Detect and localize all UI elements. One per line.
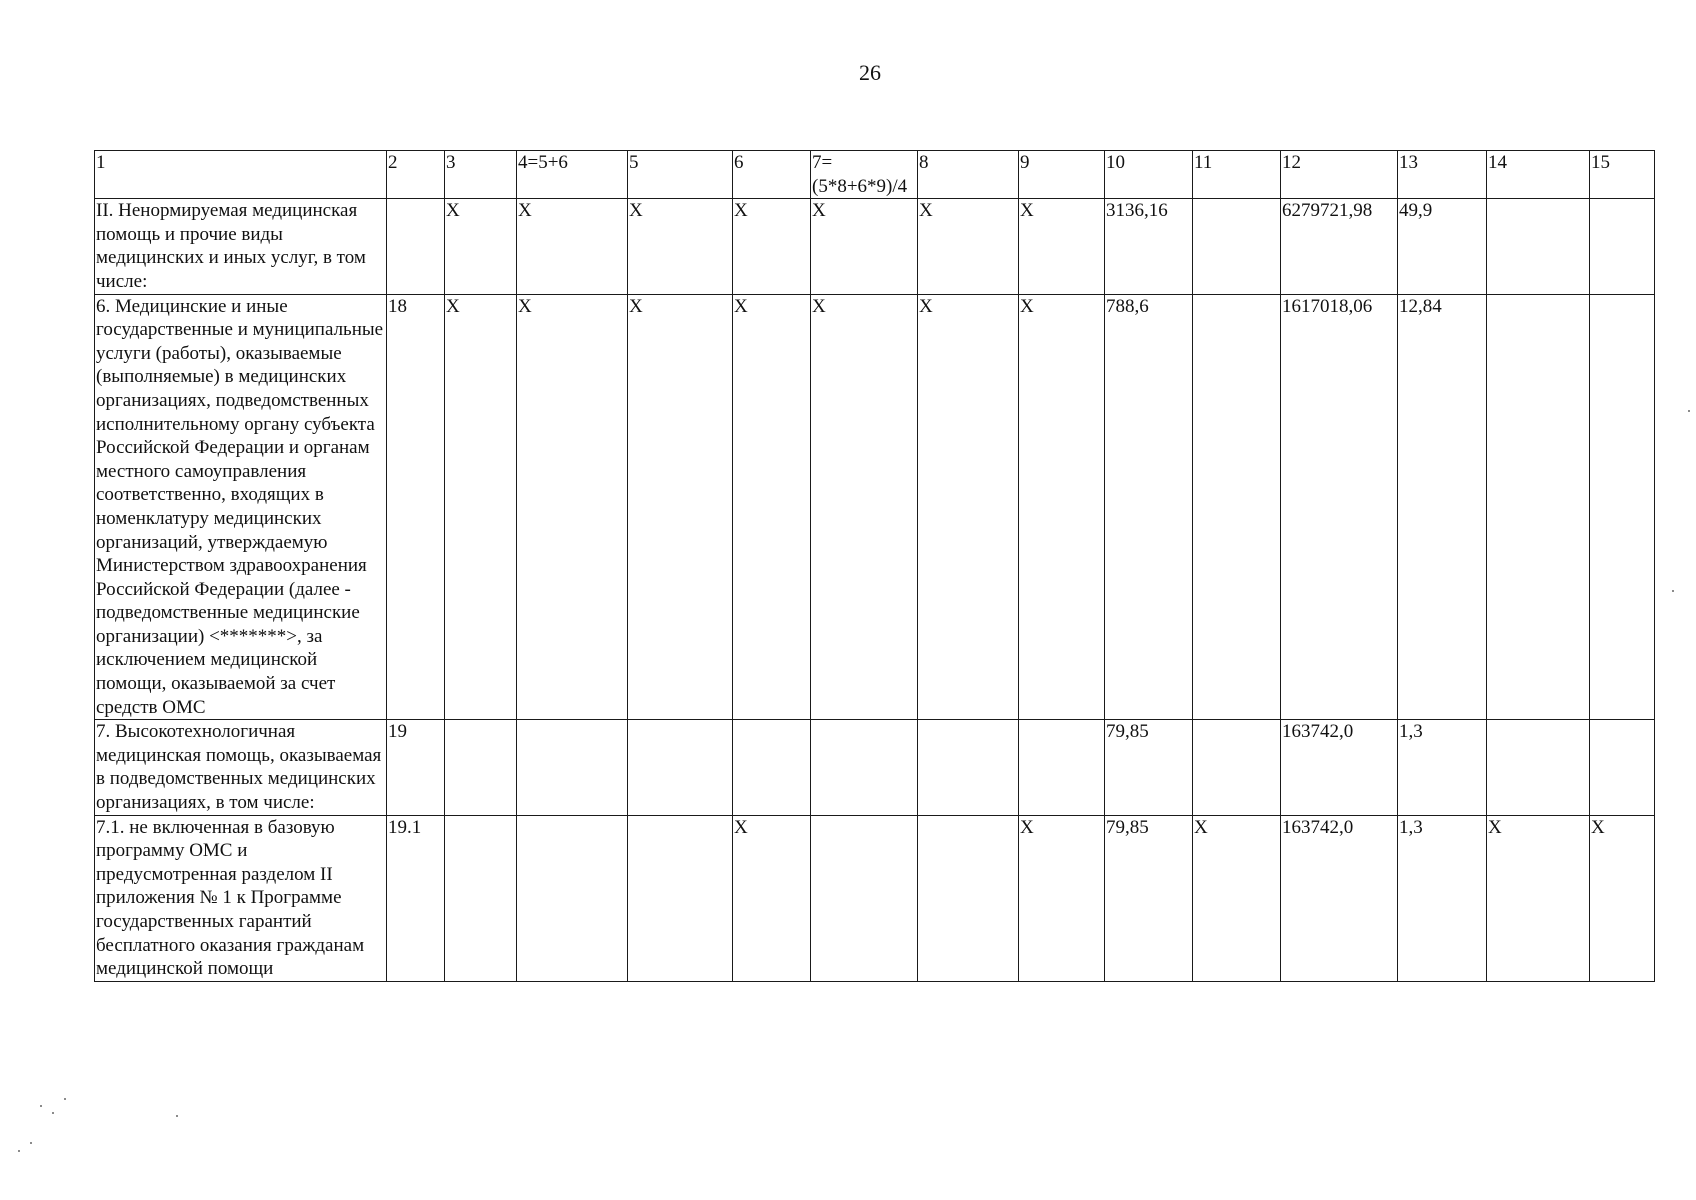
table-cell <box>811 720 918 815</box>
header-cell: 2 <box>387 151 445 199</box>
scan-speck <box>64 1098 66 1100</box>
table-cell <box>1193 720 1281 815</box>
table-cell: 6279721,98 <box>1281 199 1398 294</box>
table-cell: 49,9 <box>1398 199 1487 294</box>
table-cell <box>1487 199 1590 294</box>
table-cell: 163742,0 <box>1281 720 1398 815</box>
table-cell: X <box>918 199 1019 294</box>
table-cell: X <box>733 815 811 981</box>
table-cell: 79,85 <box>1105 720 1193 815</box>
table-cell: 163742,0 <box>1281 815 1398 981</box>
table-cell <box>517 815 628 981</box>
table-cell: 79,85 <box>1105 815 1193 981</box>
table-cell <box>1193 294 1281 720</box>
table-cell <box>1590 720 1655 815</box>
table-cell: 12,84 <box>1398 294 1487 720</box>
row-name-cell: II. Ненормируемая медицинская помощь и прочие виды медицинских и иных услуг, в том числе: <box>95 199 387 294</box>
table-cell <box>733 720 811 815</box>
table-cell: X <box>811 294 918 720</box>
row-name-cell: 7. Высокотехнологичная медицинская помощь, оказываемая в подведомственных медицинских организациях, в том числе: <box>95 720 387 815</box>
table-cell <box>918 720 1019 815</box>
table-cell: X <box>628 294 733 720</box>
table-cell: 19.1 <box>387 815 445 981</box>
table-row <box>95 199 1655 294</box>
table-cell: X <box>1019 199 1105 294</box>
table-cell: X <box>517 294 628 720</box>
table-cell <box>517 720 628 815</box>
table-cell: 788,6 <box>1105 294 1193 720</box>
table-cell: X <box>733 199 811 294</box>
table-cell <box>387 199 445 294</box>
table-cell: X <box>1487 815 1590 981</box>
table-cell: 1617018,06 <box>1281 294 1398 720</box>
table-cell <box>628 815 733 981</box>
table-cell <box>811 815 918 981</box>
table-cell <box>1487 720 1590 815</box>
scan-speck <box>18 1150 20 1152</box>
table-cell <box>1487 294 1590 720</box>
header-cell: 10 <box>1105 151 1193 199</box>
table-row <box>95 294 1655 720</box>
header-cell: 14 <box>1487 151 1590 199</box>
header-cell: 13 <box>1398 151 1487 199</box>
table-row <box>95 815 1655 981</box>
table-cell <box>445 815 517 981</box>
header-cell: 9 <box>1019 151 1105 199</box>
table-cell: 1,3 <box>1398 720 1487 815</box>
header-cell: 12 <box>1281 151 1398 199</box>
header-cell: 1 <box>95 151 387 199</box>
header-cell: 5 <box>628 151 733 199</box>
scan-speck <box>40 1105 42 1107</box>
table-cell: 18 <box>387 294 445 720</box>
header-cell: 3 <box>445 151 517 199</box>
table-cell: X <box>445 199 517 294</box>
table-cell: X <box>1590 815 1655 981</box>
table-cell <box>445 720 517 815</box>
header-cell: 8 <box>918 151 1019 199</box>
table-cell: X <box>517 199 628 294</box>
table-cell: 19 <box>387 720 445 815</box>
table-cell: 3136,16 <box>1105 199 1193 294</box>
table-cell: X <box>1019 294 1105 720</box>
table-cell: X <box>628 199 733 294</box>
table-cell <box>1590 199 1655 294</box>
data-table <box>94 150 1655 982</box>
table-cell <box>1193 199 1281 294</box>
header-cell: 7= (5*8+6*9)/4 <box>811 151 918 199</box>
table-cell: X <box>445 294 517 720</box>
table-cell: X <box>1019 815 1105 981</box>
scan-speck <box>1688 410 1690 412</box>
table-cell <box>918 815 1019 981</box>
header-cell: 11 <box>1193 151 1281 199</box>
header-cell: 15 <box>1590 151 1655 199</box>
row-name-cell: 7.1. не включенная в базовую программу ОМС и предусмотренная разделом II приложения № 1 к Программе государственных гарантий бесплатного оказания гражданам медицинской помощи <box>95 815 387 981</box>
table-cell: X <box>733 294 811 720</box>
table-cell <box>628 720 733 815</box>
scan-speck <box>52 1112 54 1114</box>
table-row <box>95 720 1655 815</box>
table-cell <box>1590 294 1655 720</box>
scan-speck <box>176 1115 178 1117</box>
table-cell: 1,3 <box>1398 815 1487 981</box>
header-cell: 6 <box>733 151 811 199</box>
header-cell: 4=5+6 <box>517 151 628 199</box>
table-cell <box>1019 720 1105 815</box>
table-cell: X <box>1193 815 1281 981</box>
table-cell: X <box>918 294 1019 720</box>
scan-speck <box>1672 590 1674 592</box>
scan-speck <box>30 1142 32 1144</box>
row-name-cell: 6. Медицинские и иные государственные и муниципальные услуги (работы), оказываемые (выполняемые) в медицинских организациях, подведомственных исполнительному органу субъекта Российской Федерации и органам местного самоуправления соответственно, входящих в номенклатуру медицинских организаций, утверждаемую Министерством здравоохранения Российской Федерации (далее - подведомственные медицинские организации) <*******>, за исключением медицинской помощи, оказываемой за счет средств ОМС <box>95 294 387 720</box>
page-number: 26 <box>859 60 881 85</box>
table-header-row <box>95 151 1655 199</box>
table-cell: X <box>811 199 918 294</box>
